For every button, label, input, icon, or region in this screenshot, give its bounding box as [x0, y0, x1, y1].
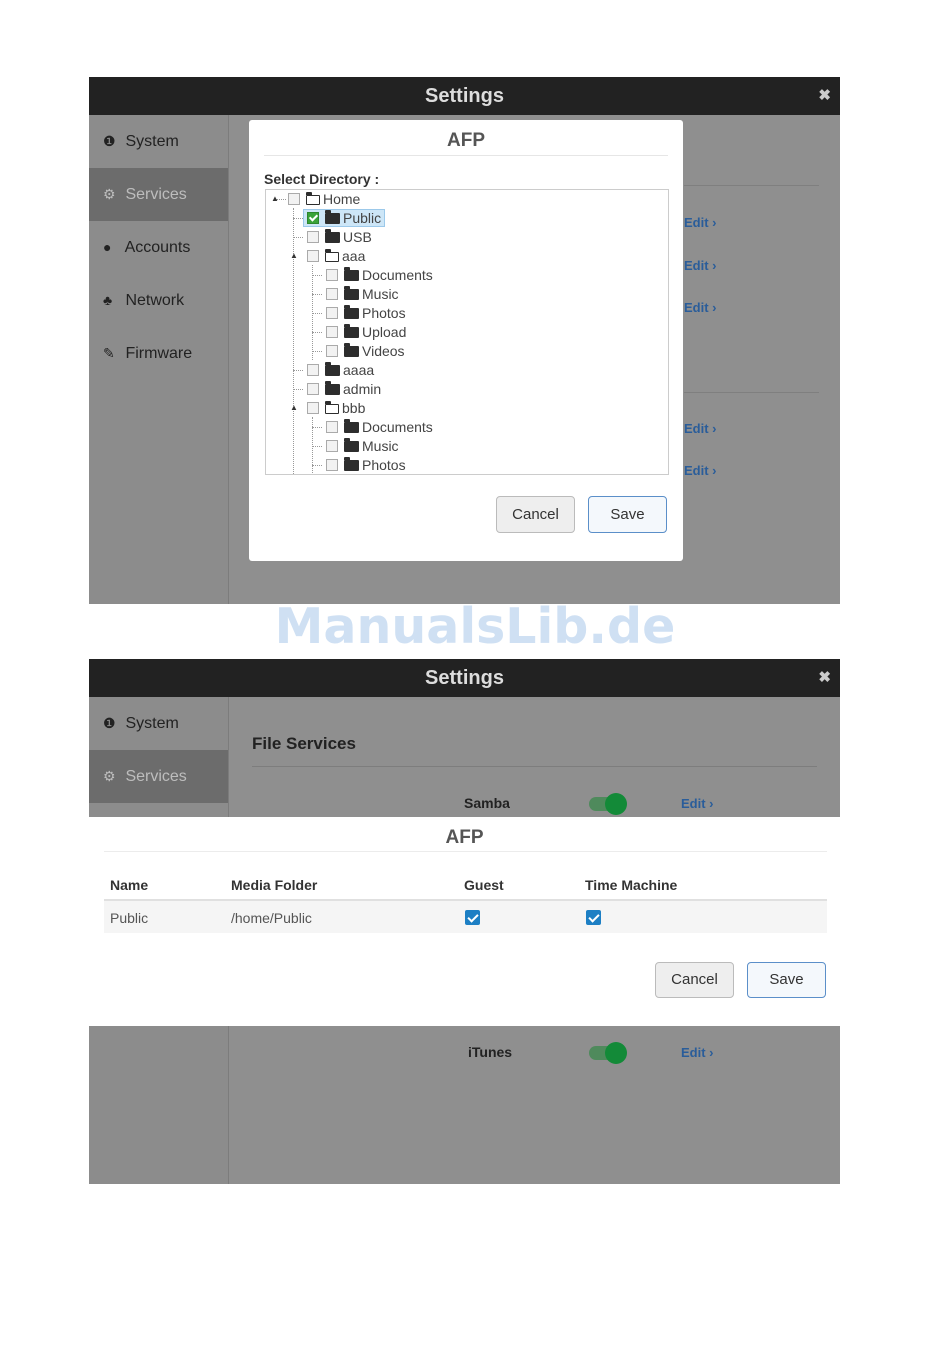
tree-node-bbb-music[interactable] [326, 437, 399, 456]
folder-icon [344, 327, 359, 338]
tree-checkbox[interactable] [288, 193, 300, 205]
section-divider [252, 766, 817, 767]
sidebar-item-label: Accounts [124, 239, 191, 256]
collapse-toggle-icon[interactable]: ▲ [271, 194, 279, 203]
tree-checkbox[interactable] [326, 326, 338, 338]
tree-node-label: Photos [362, 305, 406, 321]
folder-open-icon [325, 404, 339, 414]
info-icon: ❶ [103, 715, 116, 731]
tree-checkbox-checked[interactable] [307, 212, 319, 224]
sidebar-item-label: Services [125, 186, 187, 203]
dialog-divider [264, 155, 668, 156]
tree-node-label: aaaa [343, 362, 375, 378]
folder-icon [344, 441, 359, 452]
time-machine-checkbox[interactable] [586, 910, 601, 925]
tree-checkbox[interactable] [326, 459, 338, 471]
guest-checkbox[interactable] [465, 910, 480, 925]
table-row[interactable] [104, 901, 827, 933]
cancel-button[interactable]: Cancel [655, 962, 734, 998]
cancel-button[interactable]: Cancel [496, 496, 575, 533]
tree-node-aaa-videos[interactable] [326, 342, 405, 361]
tree-node-aaa-photos[interactable] [326, 304, 406, 323]
samba-toggle[interactable] [589, 797, 623, 811]
tree-node-label: bbb [342, 400, 366, 416]
tree-node-label: aaa [342, 248, 366, 264]
watermark-logo: ManualsLib.de [274, 598, 676, 655]
column-header-media-folder: Media Folder [231, 877, 318, 893]
cell-name: Public [110, 910, 149, 926]
tree-node-label: Documents [362, 419, 433, 435]
sidebar-item-services[interactable] [89, 168, 228, 221]
tree-node-label: Music [362, 286, 399, 302]
folder-icon [325, 213, 340, 224]
tree-node-aaa[interactable] [307, 247, 365, 266]
tree-node-label: Videos [362, 343, 405, 359]
sidebar-item-label: Network [125, 292, 185, 309]
tree-node-label: Upload [362, 324, 407, 340]
edit-link[interactable]: Edit › [684, 463, 717, 478]
tree-node-label: Photos [362, 457, 406, 473]
edit-link[interactable]: Edit › [684, 300, 717, 315]
tree-checkbox[interactable] [326, 421, 338, 433]
column-header-time-machine: Time Machine [585, 877, 678, 893]
settings-sidebar [89, 697, 229, 817]
dialog-title: AFP [447, 130, 485, 151]
tree-node-usb[interactable] [307, 228, 372, 247]
sidebar-item-system[interactable] [89, 115, 228, 168]
select-directory-label: Select Directory : [264, 171, 380, 187]
afp-shares-dialog [89, 817, 840, 1026]
tree-checkbox[interactable] [307, 231, 319, 243]
folder-icon [344, 270, 359, 281]
sitemap-icon: ♣ [103, 292, 113, 308]
folder-open-icon [325, 252, 339, 262]
collapse-toggle-icon[interactable]: ▲ [290, 403, 298, 412]
section-divider [684, 392, 819, 393]
toggle-knob [605, 793, 627, 815]
window-title: Settings [425, 85, 504, 107]
cell-media-folder: /home/Public [231, 910, 312, 926]
save-button[interactable]: Save [588, 496, 667, 533]
dialog-divider [104, 851, 827, 852]
edit-link[interactable]: Edit › [681, 1045, 714, 1060]
settings-window-2 [89, 659, 840, 1184]
tree-node-label: Home [323, 191, 361, 207]
tree-node-bbb[interactable] [307, 399, 365, 418]
tree-checkbox[interactable] [307, 250, 319, 262]
sidebar-item-label: Firmware [125, 345, 193, 362]
sidebar-item-accounts[interactable] [89, 221, 228, 274]
folder-icon [344, 346, 359, 357]
sidebar-item-label: System [125, 133, 179, 150]
settings-content [229, 697, 840, 817]
afp-directory-dialog [249, 120, 683, 561]
folder-icon [325, 365, 340, 376]
section-divider [684, 185, 819, 186]
tree-checkbox[interactable] [307, 383, 319, 395]
save-button[interactable]: Save [747, 962, 826, 998]
settings-sidebar-lower [89, 1026, 229, 1184]
itunes-toggle[interactable] [589, 1046, 623, 1060]
section-title: File Services [252, 734, 356, 753]
tree-checkbox[interactable] [326, 307, 338, 319]
tree-node-aaa-documents[interactable] [326, 266, 433, 285]
tree-checkbox[interactable] [326, 269, 338, 281]
tree-node-aaa-upload[interactable] [326, 323, 406, 342]
sidebar-item-label: Services [125, 768, 187, 785]
settings-sidebar [89, 115, 229, 604]
tree-node-label: Documents [362, 267, 433, 283]
gears-icon: ⚙ [103, 768, 116, 784]
tree-checkbox[interactable] [326, 288, 338, 300]
settings-window-1 [89, 77, 840, 604]
tree-node-home[interactable] [288, 190, 360, 209]
sidebar-item-network[interactable] [89, 274, 228, 327]
tree-node-label: Music [362, 438, 399, 454]
folder-icon [325, 232, 340, 243]
edit-link[interactable]: Edit › [684, 258, 717, 273]
close-icon[interactable]: ✖ [818, 87, 831, 104]
collapse-toggle-icon[interactable]: ▲ [290, 251, 298, 260]
tree-node-label: USB [343, 229, 372, 245]
tree-node-label: admin [343, 381, 382, 397]
wrench-icon: ✎ [103, 345, 115, 361]
tree-node-aaa-music[interactable] [326, 285, 399, 304]
column-header-name: Name [110, 877, 149, 893]
edit-link[interactable]: Edit › [684, 421, 717, 436]
sidebar-item-label: System [125, 715, 179, 732]
tree-checkbox[interactable] [307, 364, 319, 376]
tree-checkbox[interactable] [307, 402, 319, 414]
sidebar-item-system[interactable] [89, 697, 228, 750]
folder-icon [344, 289, 359, 300]
folder-icon [344, 460, 359, 471]
service-name: Samba [464, 795, 510, 811]
window-titlebar [89, 77, 840, 115]
tree-checkbox[interactable] [326, 440, 338, 452]
edit-link[interactable]: Edit › [684, 215, 717, 230]
sidebar-item-firmware[interactable] [89, 327, 228, 380]
user-icon: ● [103, 239, 112, 255]
column-header-guest: Guest [464, 877, 504, 893]
folder-open-icon [306, 195, 320, 205]
window-titlebar [89, 659, 840, 697]
tree-node-bbb-photos[interactable] [326, 456, 406, 475]
settings-content-lower [229, 1026, 840, 1184]
dialog-title: AFP [445, 827, 484, 848]
folder-icon [325, 384, 340, 395]
tree-node-selected [304, 210, 384, 226]
tree-node-admin[interactable] [307, 380, 381, 399]
toggle-knob [605, 1042, 627, 1064]
tree-node-aaaa[interactable] [307, 361, 374, 380]
service-name: iTunes [468, 1044, 513, 1060]
tree-node-bbb-documents[interactable] [326, 418, 433, 437]
close-icon[interactable]: ✖ [818, 669, 831, 686]
gears-icon: ⚙ [103, 186, 116, 202]
tree-node-label: Public [343, 210, 382, 226]
edit-link[interactable]: Edit › [681, 796, 714, 811]
window-title: Settings [425, 667, 504, 689]
directory-tree [265, 189, 669, 475]
folder-icon [344, 422, 359, 433]
tree-checkbox[interactable] [326, 345, 338, 357]
sidebar-item-services[interactable] [89, 750, 228, 803]
tree-node-public[interactable] [304, 209, 384, 228]
info-icon: ❶ [103, 133, 116, 149]
folder-icon [344, 308, 359, 319]
